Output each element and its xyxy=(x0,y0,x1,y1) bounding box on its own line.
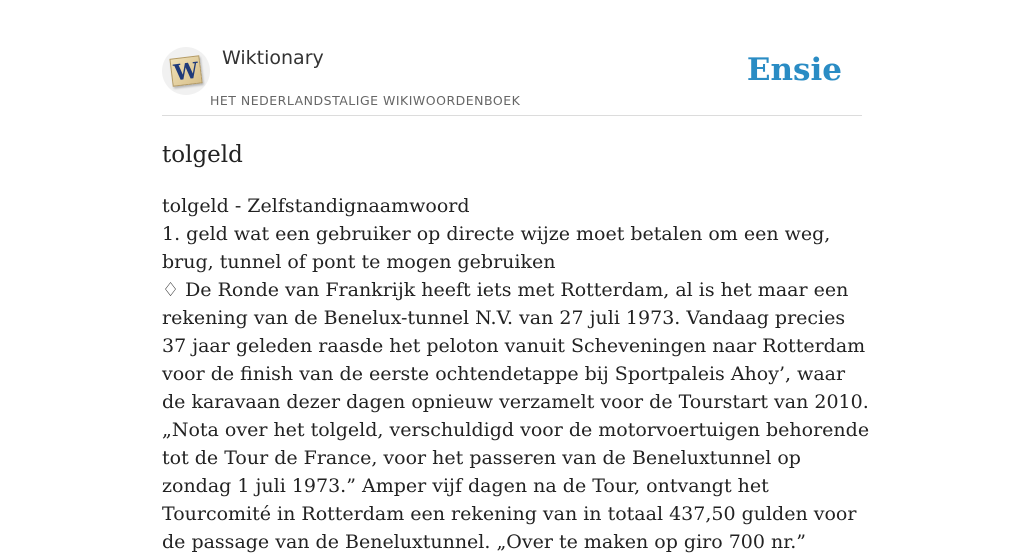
definition-text: 1. geld wat een gebruiker op directe wijze moet betalen om een weg, brug, tunnel of pont te mogen gebruiken xyxy=(162,223,831,273)
wiktionary-logo-icon[interactable] xyxy=(162,47,210,95)
page-title: tolgeld xyxy=(162,142,243,168)
logo-tile xyxy=(169,55,202,86)
entry-content xyxy=(162,192,872,556)
logo-letter: W xyxy=(172,57,200,87)
site-tagline: HET NEDERLANDSTALIGE WIKIWOORDENBOEK xyxy=(210,93,521,108)
site-name[interactable]: Wiktionary xyxy=(222,47,324,69)
site-header xyxy=(162,44,862,116)
example-text: ♢ De Ronde van Frankrijk heeft iets met Rotterdam, al is het maar een rekening van de Benelux-tunnel N.V. van 27 juli 1973. Vandaag precies 37 jaar geleden raasde het peloton vanuit Scheveningen naar Rotterdam voor de finish van de eerste ochtendetappe bij Sportpaleis Ahoy’, waar de karavaan dezer dagen opnieuw verzamelt voor de Tourstart van 2010. „Nota over het tolgeld, verschuldigd voor de motorvoertuigen behorende tot de Tour de France, voor het passeren van de Beneluxtunnel op zondag 1 juli 1973.” Amper vijf dagen na de Tour, ontvangt het Tourcomité in Rotterdam een rekening van in totaal 437,50 gulden voor de passage van de Beneluxtunnel. „Over te maken op giro 700 nr.” xyxy=(162,279,870,553)
part-of-speech-line: tolgeld - Zelfstandignaamwoord xyxy=(162,195,470,217)
ensie-brand-link[interactable]: Ensie xyxy=(746,52,842,88)
